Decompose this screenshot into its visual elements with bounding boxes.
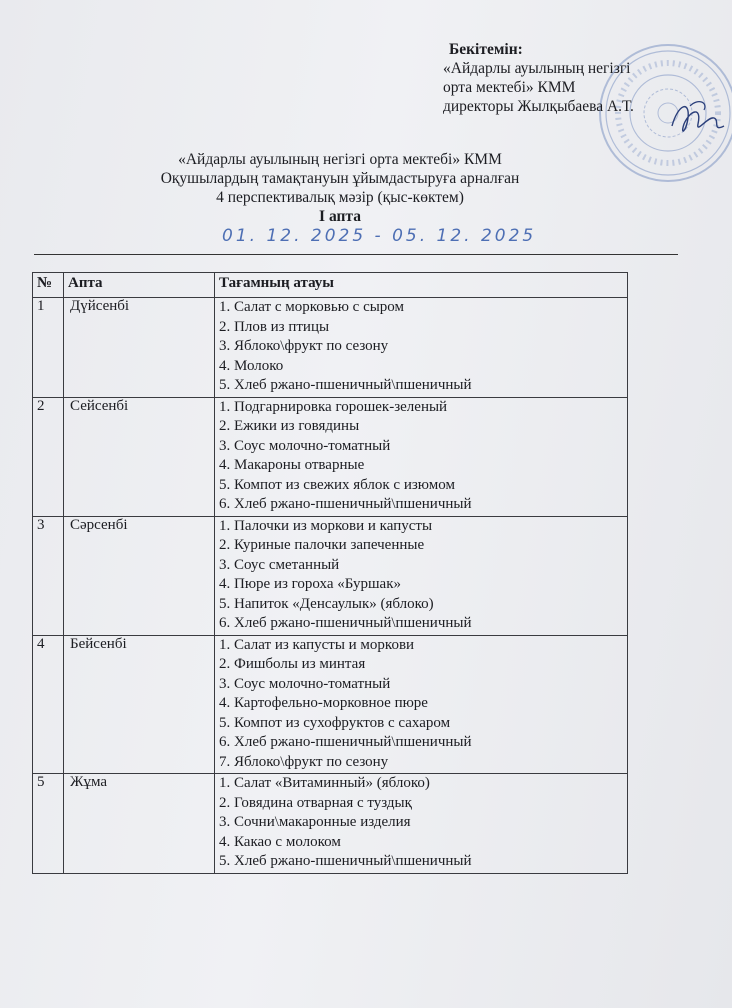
dish-list <box>215 635 628 774</box>
dish-item: 2. Куриные палочки запеченные <box>219 537 425 553</box>
dish-item: 4. Молоко <box>219 357 284 374</box>
dish-item: 4. Какао с молоком <box>219 833 341 850</box>
dish-item: 7. Яблоко\фрукт по сезону <box>219 753 389 770</box>
table-row <box>33 516 628 635</box>
dish-item: 6. Хлеб ржано-пшеничный\пшеничный <box>219 734 472 750</box>
handwritten-date-range: 01. 12. 2025 - 05. 12. 2025 <box>222 226 537 246</box>
column-header-day: Апта <box>64 273 215 298</box>
dish-item: 5. Хлеб ржано-пшеничный\пшеничный <box>219 377 472 393</box>
row-day: Сейсенбі <box>64 397 215 516</box>
menu-title: 4 перспективалық мәзір (қыс-көктем) <box>216 189 464 206</box>
dish-item: 3. Соус молочно-томатный <box>219 675 391 692</box>
column-header-number: № <box>33 273 64 298</box>
dish-item: 3. Сочни\макаронные изделия <box>219 814 411 830</box>
row-number: 2 <box>33 397 64 516</box>
dish-list <box>215 516 628 635</box>
approval-block <box>443 40 723 116</box>
dish-item: 2. Фишболы из минтая <box>219 656 366 672</box>
school-name: «Айдарлы ауылының негізгі орта мектебі» КММ <box>178 151 502 168</box>
table-row <box>33 298 628 398</box>
dish-list <box>215 298 628 398</box>
week-title: I апта <box>319 208 361 225</box>
divider-line <box>34 254 678 255</box>
dish-item: 6. Хлеб ржано-пшеничный\пшеничный <box>219 615 472 631</box>
row-day: Сәрсенбі <box>64 516 215 635</box>
table-header-row <box>33 273 628 298</box>
row-number: 4 <box>33 635 64 774</box>
document-header <box>80 150 600 226</box>
row-number: 3 <box>33 516 64 635</box>
dish-item: 3. Соус молочно-томатный <box>219 437 391 454</box>
table-row <box>33 397 628 516</box>
dish-item: 2. Говядина отварная с туздық <box>219 794 412 811</box>
dish-item: 5. Хлеб ржано-пшеничный\пшеничный <box>219 853 472 869</box>
approval-line: орта мектебі» КММ <box>443 79 576 96</box>
approval-heading: Бекітемін: <box>449 41 523 58</box>
approval-line: директоры Жылқыбаева А.Т. <box>443 98 634 115</box>
menu-purpose: Оқушылардың тамақтануын ұйымдастыруға арналған <box>160 170 520 187</box>
dish-item: 4. Макароны отварные <box>219 457 365 473</box>
dish-item: 5. Компот из сухофруктов с сахаром <box>219 714 451 731</box>
dish-item: 1. Палочки из моркови и капусты <box>219 517 433 534</box>
dish-item: 4. Пюре из гороха «Буршак» <box>219 576 401 592</box>
row-day: Жұма <box>64 774 215 874</box>
table-row <box>33 774 628 874</box>
dish-item: 3. Соус сметанный <box>219 556 340 573</box>
dish-item: 1. Салат из капусты и моркови <box>219 636 415 653</box>
dish-item: 1. Салат «Витаминный» (яблоко) <box>219 775 430 791</box>
dish-list <box>215 774 628 874</box>
approval-line: «Айдарлы ауылының негізгі <box>443 60 631 77</box>
column-header-dishes: Тағамның атауы <box>215 273 628 298</box>
row-number: 5 <box>33 774 64 874</box>
dish-list <box>215 397 628 516</box>
dish-item: 3. Яблоко\фрукт по сезону <box>219 338 389 354</box>
row-day: Дүйсенбі <box>64 298 215 398</box>
dish-item: 6. Хлеб ржано-пшеничный\пшеничный <box>219 496 472 512</box>
row-day: Бейсенбі <box>64 635 215 774</box>
dish-item: 5. Компот из свежих яблок с изюмом <box>219 476 456 493</box>
dish-item: 2. Плов из птицы <box>219 318 330 335</box>
dish-item: 2. Ежики из говядины <box>219 418 360 434</box>
dish-item: 5. Напиток «Денсаулык» (яблоко) <box>219 595 434 612</box>
table-row <box>33 635 628 774</box>
dish-item: 1. Подгарнировка горошек-зеленый <box>219 398 448 415</box>
row-number: 1 <box>33 298 64 398</box>
menu-table <box>32 272 628 874</box>
dish-item: 1. Салат с морковью с сыром <box>219 299 405 315</box>
dish-item: 4. Картофельно-морковное пюре <box>219 695 428 711</box>
